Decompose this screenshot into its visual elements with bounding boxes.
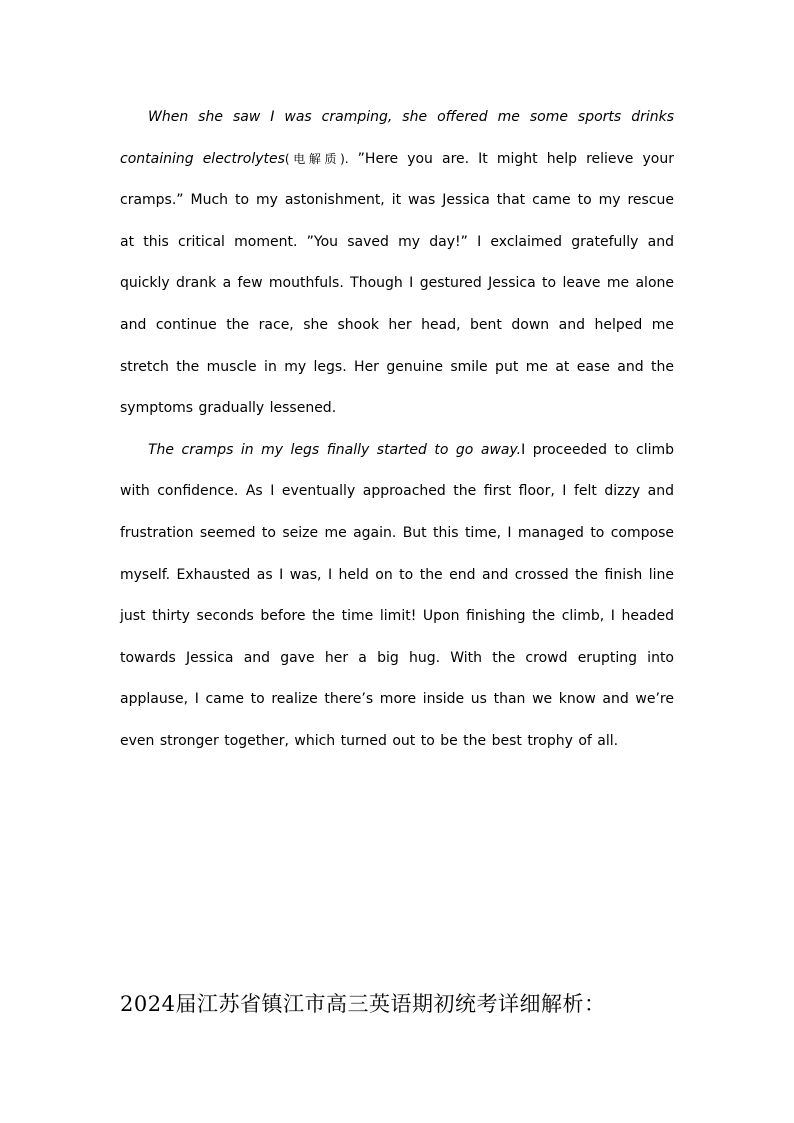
paragraph-1 (120, 97, 674, 430)
paragraph-1-lead-sentence: When she saw I was cramping, she offered me some sports drinks containing electrolytes (120, 109, 674, 167)
paragraph-1-body: ”Here you are. It might help relieve your cramps.” Much to my astonishment, it was Jessica that came to my rescue at this critical moment. ”You saved my day!” I exclaimed gratefully and quickly drank a few mouthfuls. Though I gestured Jessica to leave me alone and continue the race, she shook her head, bent down and helped me stretch the muscle in my legs. Her genuine smile put me at ease and the symptoms gradually lessened. (120, 150, 674, 417)
story-continuation-text (120, 97, 674, 763)
paragraph-2 (120, 430, 674, 763)
paragraph-2-lead-sentence: The cramps in my legs finally started to go away. (148, 441, 522, 458)
paragraph-1-chinese-gloss: (电解质). (284, 151, 349, 166)
paragraph-2-body: I proceeded to climb with confidence. As I eventually approached the first floor, I felt dizzy and frustration seemed to seize me again. But this time, I managed to compose myself. Exhausted as I was, I held on to the end and crossed the finish line just thirty seconds before the time limit! Upon finishing the climb, I headed towards Jessica and gave her a big hug. With the crowd erupting into applause, I came to realize there’s more inside us than we know and we’re even stronger together, which turned out to be the best trophy of all. (120, 441, 674, 749)
section-title: 2024届江苏省镇江市高三英语期初统考详细解析： (120, 992, 606, 1016)
